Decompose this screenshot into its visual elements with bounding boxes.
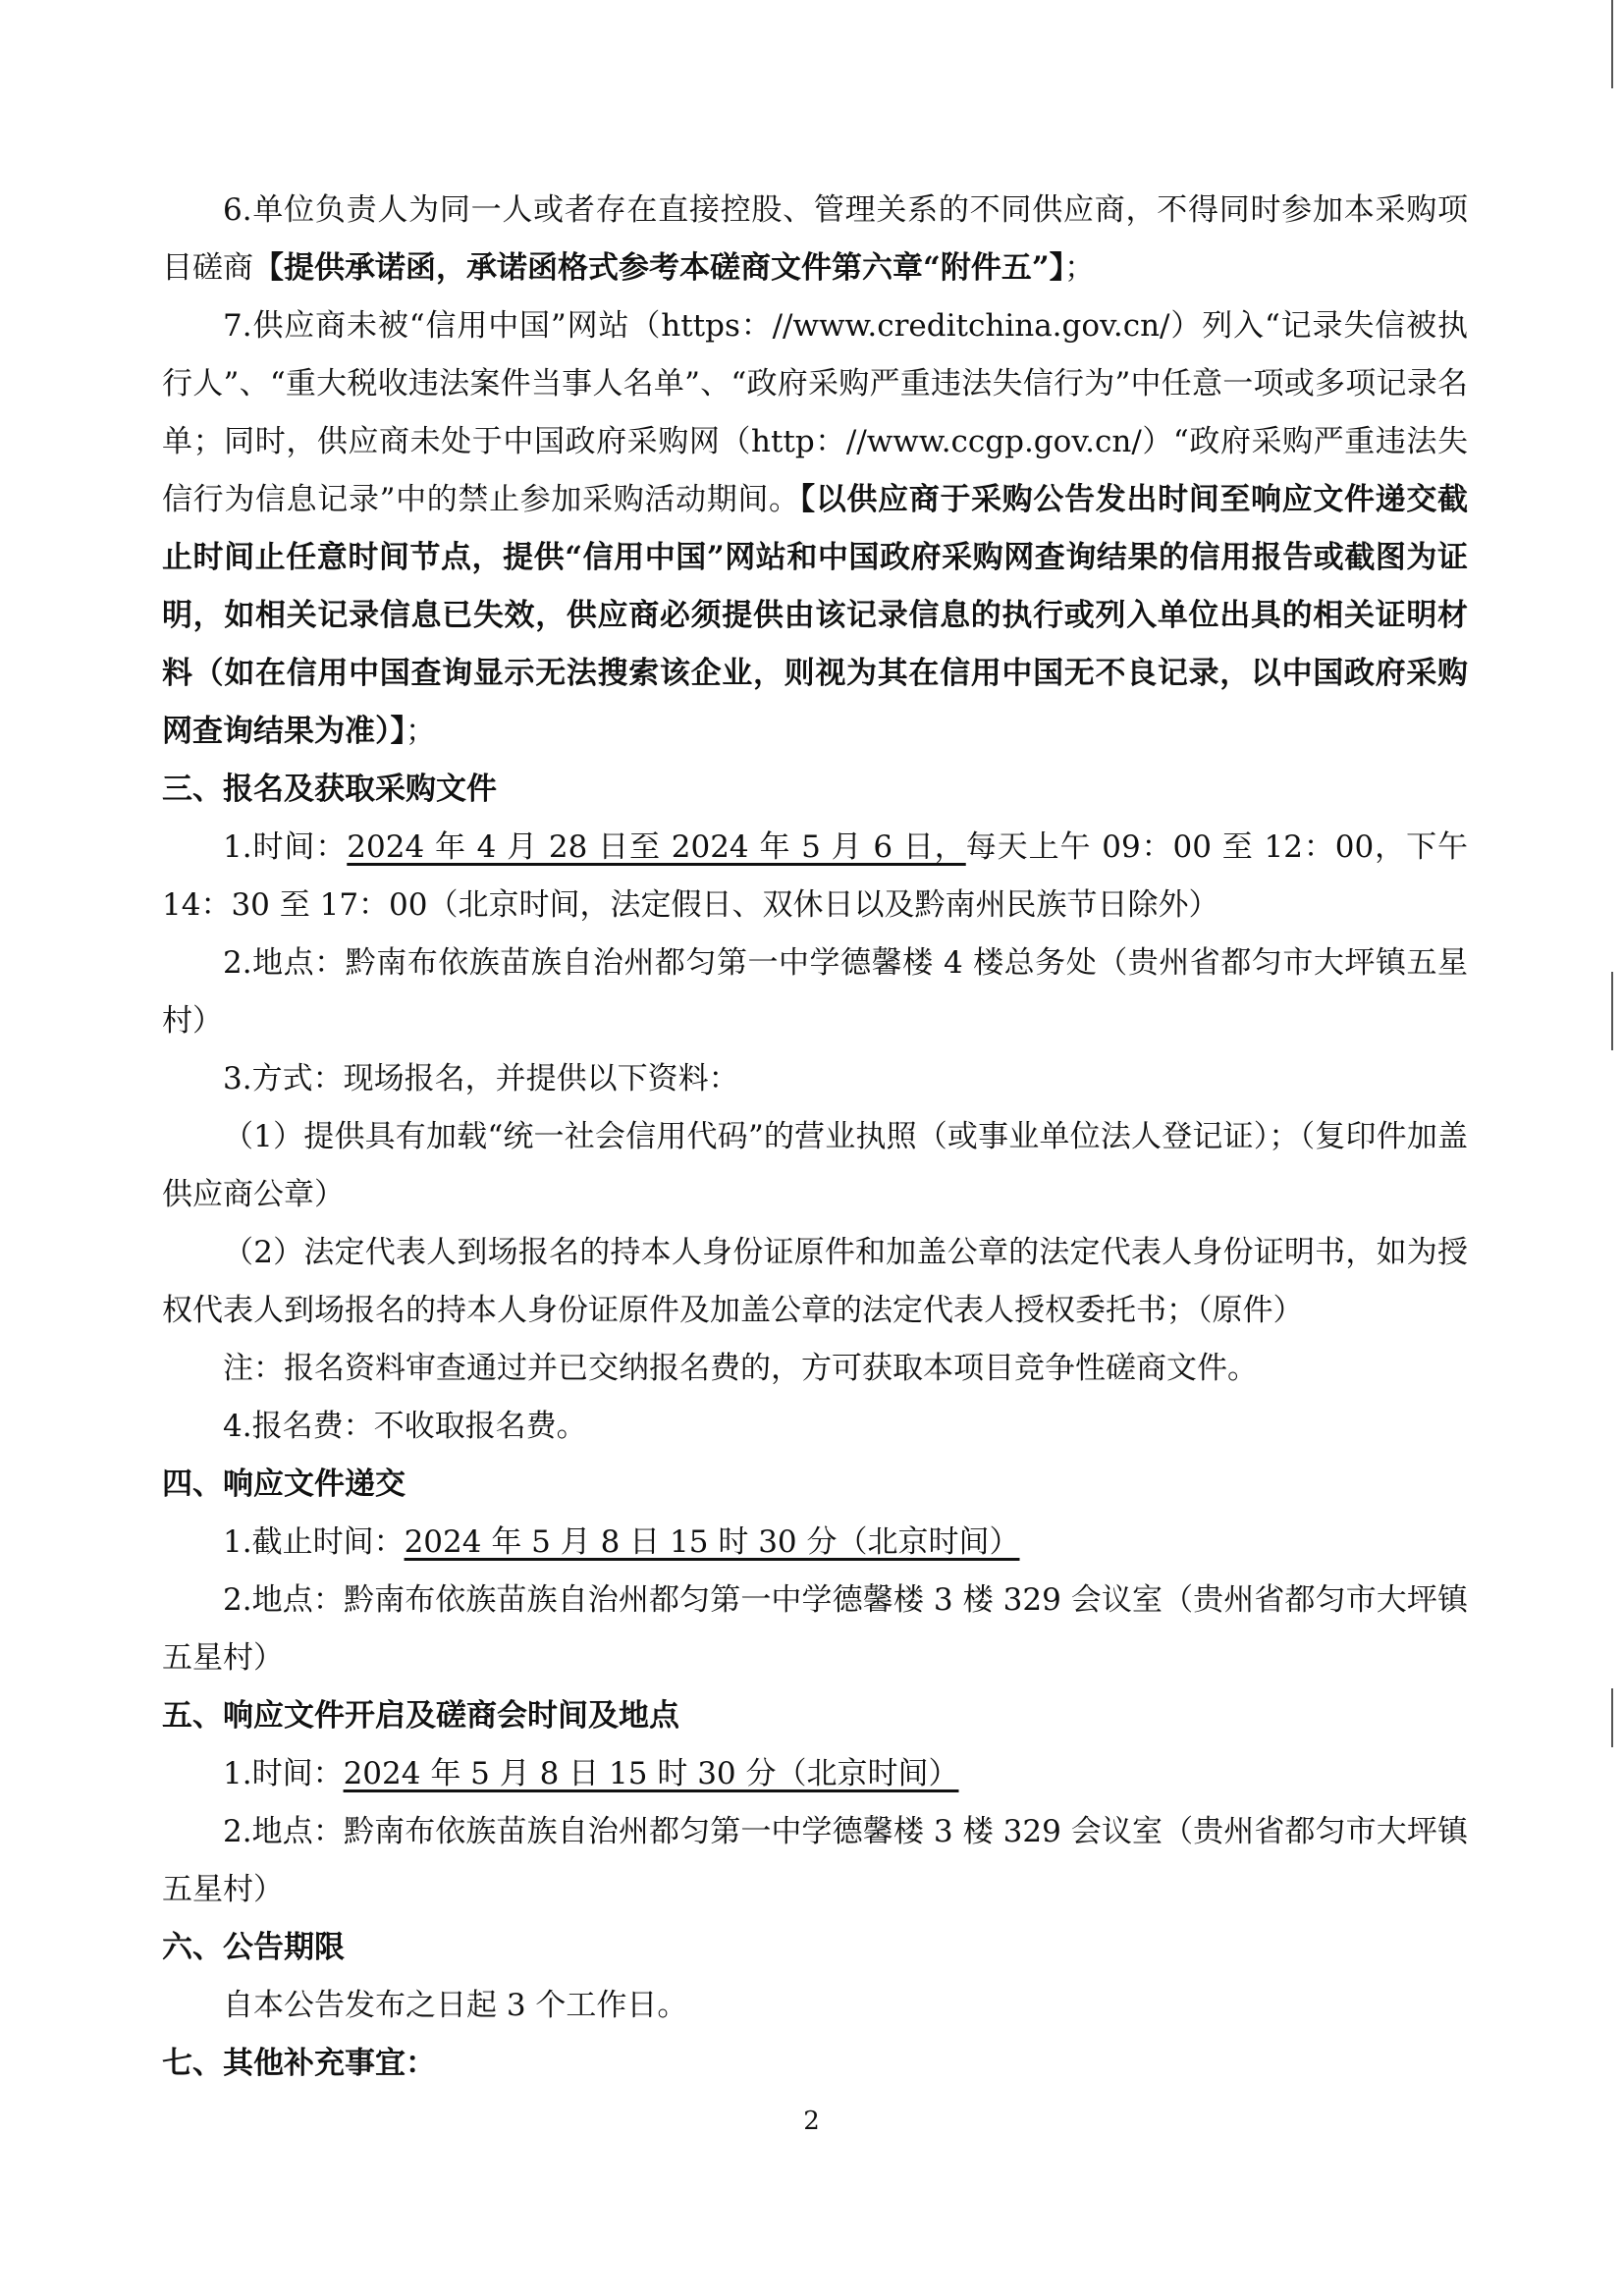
opening-time-value: 2024 年 5 月 8 日 15 时 30 分（北京时间） — [343, 1756, 959, 1791]
registration-time-value: 2024 年 4 月 28 日至 2024 年 5 月 6 日， — [347, 829, 966, 865]
registration-place: 2.地点：黔南布依族苗族自治州都匀第一中学德馨楼 4 楼总务处（贵州省都匀市大坪镇五星村） — [162, 945, 1468, 1039]
item-7-text: 7.供应商未被“信用中国”网站（https：//www.creditchina.gov.cn/）列入“记录失信被执行人”、“重大税收违法案件当事人名单”、“政府采购严重违法失信行为”中任意一项或多项记录名单；同时，供应商未处于中国政府采购网（http：//www.ccgp.gov.cn/）“政府采购严重违法失信行为信息记录”中的禁止参加采购活动期间。 — [162, 308, 1468, 517]
scan-edge-mark — [1611, 1688, 1613, 1747]
registration-material-1: （1）提供具有加载“统一社会信用代码”的营业执照（或事业单位法人登记证）；（复印件加盖供应商公章） — [162, 1119, 1468, 1212]
section-3-heading: 三、报名及获取采购文件 — [162, 772, 497, 807]
registration-time-label: 1.时间： — [223, 829, 348, 865]
item-6-paragraph — [162, 182, 1468, 297]
scan-edge-mark — [1611, 972, 1613, 1050]
item-7-bold-text: 【以供应商于采购公告发出时间至响应文件递交截止时间止任意时间节点，提供“信用中国”网站和中国政府采购网查询结果的信用报告或截图为证明，如相关记录信息已失效，供应商必须提供由该记录信息的执行或列入单位出具的相关证明材料（如在信用中国查询显示无法搜索该企业，则视为其在信用中国无不良记录，以中国政府采购网查询结果为准）】 — [162, 482, 1468, 749]
submission-place: 2.地点：黔南布依族苗族自治州都匀第一中学德馨楼 3 楼 329 会议室（贵州省都匀市大坪镇五星村） — [162, 1582, 1468, 1676]
section-4-heading: 四、响应文件递交 — [162, 1467, 406, 1502]
registration-note: 注：报名资料审查通过并已交纳报名费的，方可获取本项目竞争性磋商文件。 — [223, 1351, 1258, 1386]
item-6-bold-text: 【提供承诺函，承诺函格式参考本磋商文件第六章“附件五”】 — [253, 250, 1065, 286]
document-body — [162, 182, 1468, 2093]
scan-edge-mark — [1611, 0, 1613, 88]
opening-time-label: 1.时间： — [223, 1756, 344, 1791]
submission-deadline-value: 2024 年 5 月 8 日 15 时 30 分（北京时间） — [404, 1524, 1020, 1560]
announcement-period: 自本公告发布之日起 3 个工作日。 — [223, 1988, 688, 2023]
section-5-heading: 五、响应文件开启及磋商会时间及地点 — [162, 1698, 679, 1734]
registration-time-rest: 每天上午 09：00 至 12：00，下午 14：30 至 17：00（北京时间，法定假日、双休日以及黔南州民族节日除外） — [162, 829, 1469, 923]
opening-place: 2.地点：黔南布依族苗族自治州都匀第一中学德馨楼 3 楼 329 会议室（贵州省都匀市大坪镇五星村） — [162, 1814, 1468, 1907]
section-6-heading: 六、公告期限 — [162, 1930, 345, 1965]
registration-fee: 4.报名费：不收取报名费。 — [223, 1409, 587, 1444]
section-7-heading: 七、其他补充事宜： — [162, 2046, 436, 2081]
item-7-paragraph — [162, 297, 1468, 761]
registration-material-2: （2）法定代表人到场报名的持本人身份证原件和加盖公章的法定代表人身份证明书，如为授权代表人到场报名的持本人身份证原件及加盖公章的法定代表人授权委托书；（原件） — [162, 1235, 1468, 1328]
opening-time — [162, 1745, 1468, 1803]
submission-deadline-label: 1.截止时间： — [223, 1524, 405, 1560]
item-6-tail: ； — [1064, 250, 1096, 286]
submission-deadline — [162, 1514, 1468, 1572]
registration-method: 3.方式：现场报名，并提供以下资料： — [223, 1061, 739, 1096]
page-number: 2 — [803, 2107, 820, 2136]
registration-time — [162, 819, 1468, 934]
item-7-tail: ； — [406, 714, 436, 749]
item-6-text: 6.单位负责人为同一人或者存在直接控股、管理关系的不同供应商，不得同时参加本采购项目磋商 — [162, 192, 1468, 286]
